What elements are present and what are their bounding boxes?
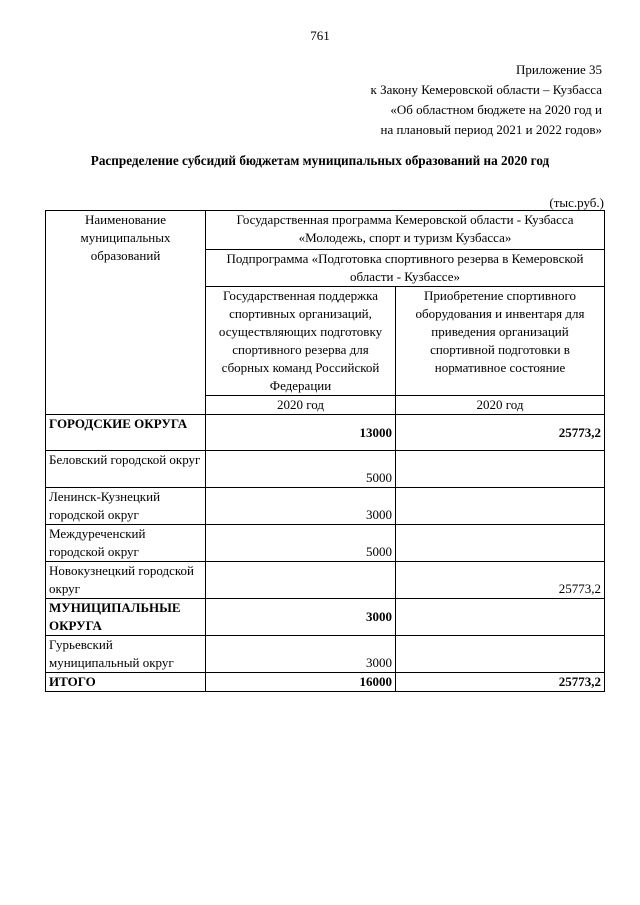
table-row xyxy=(46,525,605,562)
header-subprogram: Подпрограмма «Подготовка спортивного резерва в Кемеровской области - Кузбассе» xyxy=(206,250,605,287)
row-value-2: 25773,2 xyxy=(396,673,605,692)
appendix-line: «Об областном бюджете на 2020 год и xyxy=(390,102,602,117)
row-value-1: 3000 xyxy=(206,488,396,525)
table-row xyxy=(46,562,605,599)
appendix-line: на плановый период 2021 и 2022 годов» xyxy=(380,122,602,137)
header-year-1: 2020 год xyxy=(206,396,396,415)
header-year-2: 2020 год xyxy=(396,396,605,415)
row-name: МУНИЦИПАЛЬНЫЕ ОКРУГА xyxy=(46,599,206,636)
row-value-1: 5000 xyxy=(206,451,396,488)
header-municipality: Наименование муниципальных образований xyxy=(46,211,206,415)
header-column-equipment: Приобретение спортивного оборудования и инвентаря для приведения организаций спортивной подготовки в нормативное состояние xyxy=(396,287,605,396)
row-value-2 xyxy=(396,636,605,673)
row-name: ГОРОДСКИЕ ОКРУГА xyxy=(46,415,206,451)
row-value-2 xyxy=(396,451,605,488)
row-value-1: 3000 xyxy=(206,599,396,636)
row-value-1: 16000 xyxy=(206,673,396,692)
row-value-2 xyxy=(396,525,605,562)
table-row xyxy=(46,599,605,636)
header-program: Государственная программа Кемеровской области - Кузбасса «Молодежь, спорт и туризм Кузбасса» xyxy=(206,211,605,250)
row-value-1: 3000 xyxy=(206,636,396,673)
units-label: (тыс.руб.) xyxy=(549,195,604,210)
row-value-2 xyxy=(396,599,605,636)
row-name: ИТОГО xyxy=(46,673,206,692)
appendix-reference xyxy=(371,60,603,140)
row-value-2 xyxy=(396,488,605,525)
row-name: Ленинск-Кузнецкий городской округ xyxy=(46,488,206,525)
row-value-2: 25773,2 xyxy=(396,415,605,451)
subsidy-table xyxy=(45,210,605,692)
table-row xyxy=(46,415,605,451)
row-value-1: 13000 xyxy=(206,415,396,451)
page-number: 761 xyxy=(310,28,330,43)
row-name: Гурьевский муниципальный округ xyxy=(46,636,206,673)
header-column-support: Государственная поддержка спортивных организаций, осуществляющих подготовку спортивного резерва для сборных команд Российской Федерации xyxy=(206,287,396,396)
table-row xyxy=(46,488,605,525)
table-row xyxy=(46,636,605,673)
document-title: Распределение субсидий бюджетам муниципальных образований на 2020 год xyxy=(90,153,550,168)
appendix-line: к Закону Кемеровской области – Кузбасса xyxy=(370,82,602,97)
row-name: Беловский городской округ xyxy=(46,451,206,488)
row-name: Междуреченский городской округ xyxy=(46,525,206,562)
row-name: Новокузнецкий городской округ xyxy=(46,562,206,599)
row-value-2: 25773,2 xyxy=(396,562,605,599)
table-row xyxy=(46,451,605,488)
row-value-1: 5000 xyxy=(206,525,396,562)
appendix-line: Приложение 35 xyxy=(515,62,602,77)
table-row xyxy=(46,673,605,692)
row-value-1 xyxy=(206,562,396,599)
